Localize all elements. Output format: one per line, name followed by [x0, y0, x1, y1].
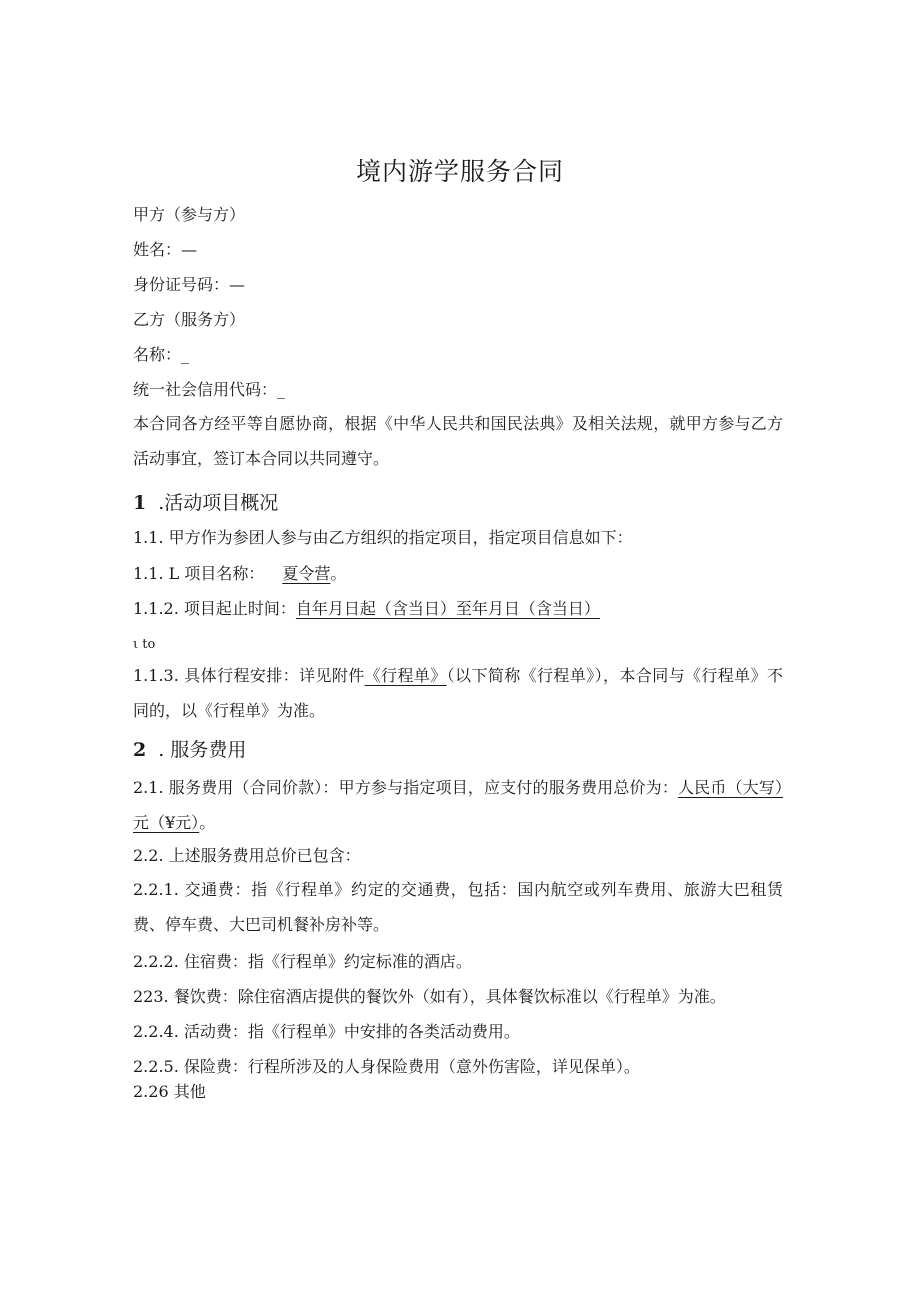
party-a-id: 身份证号码：—: [133, 275, 246, 294]
service-fee-end: 。: [199, 813, 216, 832]
itinerary-text-a: 1.1.3. 具体行程安排：详见附件: [133, 666, 365, 685]
clause-2-2-3: 223. 餐饮费：除住宿酒店提供的餐饮外（如有），具体餐饮标准以《行程单》为准。: [133, 987, 726, 1006]
project-period-value: 自年月日起（含当日）至年月日（含当日）: [295, 599, 600, 618]
service-fee-text: 2.1. 服务费用（合同价款）：甲方参与指定项目，应支付的服务费用总价为：: [133, 778, 678, 797]
clause-1-1: 1.1. 甲方作为参团人参与由乙方组织的指定项目，指定项目信息如下：: [133, 528, 633, 547]
clause-2-1: [133, 770, 783, 840]
clause-2-2-5: 2.2.5. 保险费：行程所涉及的人身保险费用（意外伤害险，详见保单）。: [133, 1057, 640, 1076]
section-2-number: 2: [133, 739, 147, 761]
clause-2-2-2: 2.2.2. 住宿费：指《行程单》约定标准的酒店。: [133, 952, 472, 971]
project-period-label: 1.1.2. 项目起止时间：: [133, 599, 296, 618]
clause-1-1-1: [133, 563, 346, 585]
party-a-header: 甲方（参与方）: [133, 205, 246, 224]
itinerary-text-b: （以下简称《行程单》），本合同与《行程单》不同的，以《行程单》为准。: [133, 666, 783, 720]
clause-1-1-2: [133, 598, 600, 620]
section-2-heading: [133, 737, 246, 763]
clause-2-2-1: 2.2.1. 交通费：指《行程单》约定的交通费，包括：国内航空或列车费用、旅游大巴租赁费、停车费、大巴司机餐补房补等。: [133, 880, 783, 934]
party-a-name: 姓名：—: [133, 240, 198, 259]
project-name-value: 夏令营: [282, 564, 331, 583]
party-b-header: 乙方（服务方）: [133, 310, 246, 329]
clause-2-2-4: 2.2.4. 活动费：指《行程单》中安排的各类活动费用。: [133, 1022, 520, 1041]
clause-2-2: 2.2. 上述服务费用总价已包含：: [133, 846, 361, 865]
clause-2-2-6: 2.26 其他: [133, 1082, 206, 1101]
stray-text: ι to: [133, 637, 156, 652]
page-title: 境内游学服务合同: [355, 157, 564, 186]
section-1-title: .活动项目概况: [158, 492, 279, 514]
project-name-end: 。: [330, 564, 347, 583]
party-b-name: 名称：_: [133, 345, 190, 364]
itinerary-attachment-link: 《行程单》: [364, 666, 447, 685]
section-1-heading: [133, 490, 278, 516]
section-1-number: 1: [133, 492, 147, 514]
service-fee-amount: 人民币（大写）元（¥元）: [133, 778, 783, 832]
section-2-title: . 服务费用: [158, 739, 247, 761]
project-name-label: 1.1. L 项目名称：: [133, 564, 265, 583]
party-b-credit-code: 统一社会信用代码：_: [133, 380, 286, 399]
intro-paragraph: 本合同各方经平等自愿协商，根据《中华人民共和国民法典》及相关法规，就甲方参与乙方活动事宜，签订本合同以共同遵守。: [133, 414, 783, 468]
clause-1-1-3: [133, 658, 783, 728]
